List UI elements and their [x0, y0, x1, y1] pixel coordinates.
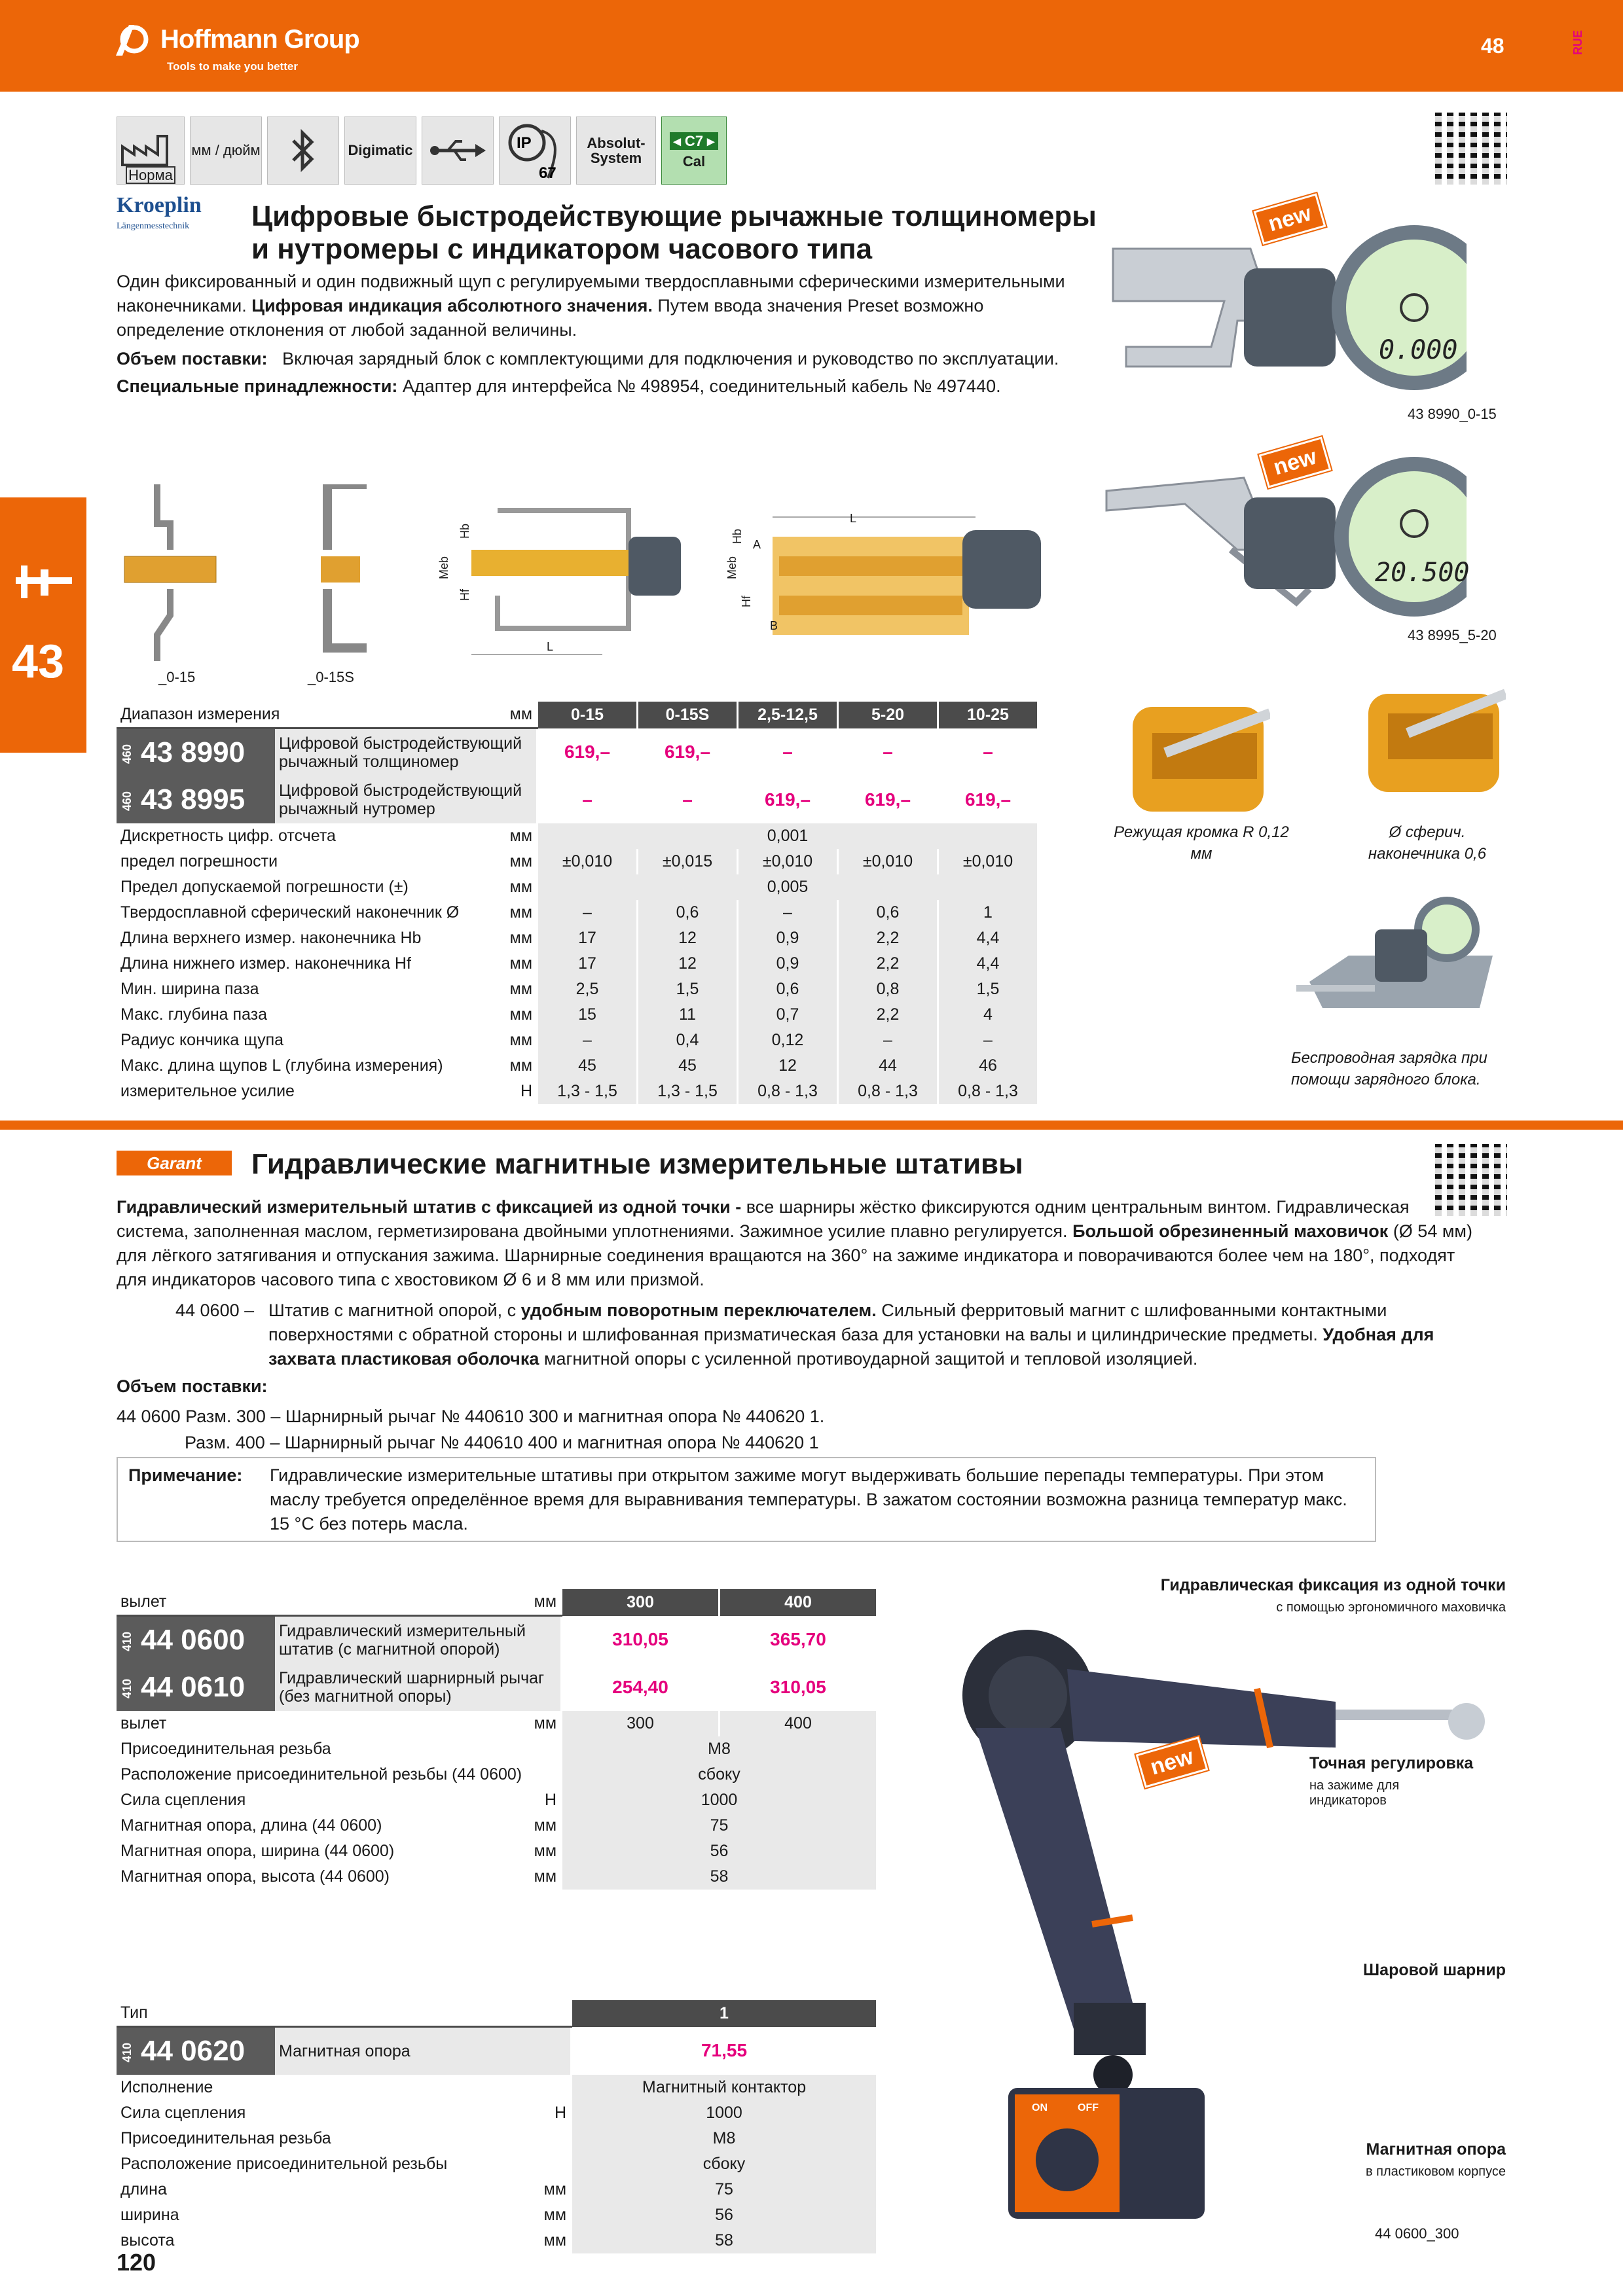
- spec-value: 300: [562, 1711, 720, 1736]
- spec-row: [117, 1813, 876, 1839]
- spec-value: 2,2: [838, 951, 938, 977]
- cutting-edge-detail-image: [1126, 681, 1270, 818]
- spec-row: [117, 823, 1037, 849]
- dimension-hf: Hf: [458, 589, 471, 601]
- spec-label: предел погрешности: [120, 852, 278, 870]
- new-badge: new: [1136, 1736, 1209, 1788]
- footer-page-number: 120: [117, 2249, 156, 2276]
- spec-value: M8: [572, 2126, 877, 2151]
- note-text: Гидравлические измерительные штативы при открытом зажиме могут выдерживать большие перепады температуры. При этом маслу требуется определённое время для выравнивания температуры. В зажатом состоянии возможна разница температур макс. 15 °C без потерь масла.: [270, 1465, 1347, 1534]
- article-row: [117, 1664, 876, 1711]
- spec-label: Дискретность цифр. отсчета: [120, 827, 336, 845]
- table-header-label: вылет: [117, 1589, 526, 1616]
- article-number: 410 44 0610: [117, 1664, 275, 1711]
- spec-unit: мм: [509, 878, 532, 896]
- spec-unit: мм: [534, 1842, 556, 1860]
- gauge-display-value: 20.500: [1375, 558, 1470, 588]
- table-column-header: 10-25: [938, 702, 1038, 728]
- spec-unit: [536, 2151, 572, 2177]
- qr-code-icon[interactable]: [1435, 113, 1507, 185]
- spec-unit: [536, 2075, 572, 2100]
- dimension-hf: Hf: [740, 596, 753, 607]
- spec-value: 45: [538, 1053, 638, 1079]
- spec-value: 75: [572, 2177, 877, 2202]
- spec-label: Сила сцепления: [120, 2104, 246, 2122]
- spec-value: 44: [838, 1053, 938, 1079]
- spec-label: Магнитная опора, высота (44 0600): [120, 1867, 390, 1886]
- spec-value: 4,4: [938, 951, 1038, 977]
- spec-value: 58: [562, 1864, 877, 1890]
- spec-label: Присоединительная резьба: [120, 1740, 331, 1758]
- article-price: 71,55: [572, 2027, 877, 2075]
- spec-unit: мм: [543, 2180, 566, 2198]
- svg-text:67: 67: [539, 164, 556, 182]
- article-price: 619,–: [638, 728, 738, 777]
- article-price: 619,–: [538, 728, 638, 777]
- spec-unit: [526, 1736, 562, 1762]
- spec-value: 2,5: [538, 977, 638, 1002]
- article-description: Гидравлический шарнирный рычаг (без магнитной опоры): [275, 1664, 562, 1711]
- spec-value: 12: [738, 1053, 838, 1079]
- spec-label: измерительное усилие: [120, 1082, 295, 1100]
- usb-icon: [422, 117, 494, 185]
- spec-value: 0,8 - 1,3: [738, 1079, 838, 1104]
- article-number: 410 44 0620: [117, 2027, 275, 2075]
- spec-row: [117, 2228, 876, 2253]
- table-column-header: 5-20: [838, 702, 938, 728]
- table-header-row: [117, 1589, 876, 1616]
- spec-value: 4: [938, 1002, 1038, 1028]
- article-row: [117, 776, 1037, 823]
- spec-value: 0,9: [738, 925, 838, 951]
- spec-value: ±0,010: [538, 849, 638, 874]
- new-badge: new: [1259, 437, 1332, 488]
- dimension-meb: Meb: [725, 556, 739, 580]
- spec-label: Макс. длина щупов L (глубина измерения): [120, 1056, 443, 1075]
- spec-unit: Н: [544, 1791, 556, 1809]
- spec-label: Длина верхнего измер. наконечника Hb: [120, 929, 422, 947]
- spec-unit: мм: [509, 1031, 532, 1049]
- spec-value: 0,7: [738, 1002, 838, 1028]
- spec-label: вылет: [120, 1714, 167, 1732]
- spec-value: –: [538, 1028, 638, 1053]
- spec-value: 0,8: [838, 977, 938, 1002]
- spec-label: Длина нижнего измер. наконечника Hf: [120, 954, 411, 973]
- spec-value: 17: [538, 951, 638, 977]
- spec-unit: Н: [554, 2104, 566, 2122]
- article-description: Магнитная опора: [275, 2027, 572, 2075]
- spec-value: 0,4: [638, 1028, 738, 1053]
- spec-value: 12: [638, 925, 738, 951]
- sphere-tip-detail-image: [1362, 668, 1506, 798]
- article-price: 310,05: [562, 1616, 720, 1664]
- spec-value: 75: [562, 1813, 877, 1839]
- spec-value: 12: [638, 951, 738, 977]
- article-price: –: [938, 728, 1038, 777]
- spec-row: [117, 900, 1037, 925]
- spec-value: Магнитный контактор: [572, 2075, 877, 2100]
- spec-table-calipers: [117, 702, 1037, 1104]
- calibration-icon: [661, 117, 727, 185]
- spec-value: 1,5: [638, 977, 738, 1002]
- spec-row: [117, 951, 1037, 977]
- spec-value: 46: [938, 1053, 1038, 1079]
- new-badge: new: [1254, 193, 1326, 245]
- tip-caption: _0-15: [158, 669, 196, 685]
- spec-unit: мм: [543, 2231, 566, 2250]
- article-price: –: [638, 776, 738, 823]
- dimension-a: A: [753, 538, 761, 551]
- scope-line: 44 0600 Разм. 300 – Шарнирный рычаг № 440610 300 и магнитная опора № 440620 1.: [117, 1407, 825, 1426]
- spec-value: 45: [638, 1053, 738, 1079]
- dimension-meb: Meb: [437, 556, 450, 580]
- section-title: Гидравлические магнитные измерительные штативы: [251, 1148, 1023, 1180]
- brand-logo-text: Hoffmann Group: [160, 25, 359, 54]
- spec-value: ±0,010: [738, 849, 838, 874]
- spec-label: длина: [120, 2180, 167, 2198]
- spec-value: 400: [720, 1711, 877, 1736]
- callout-fine-adjustment: Точная регулировка на зажиме для индикаторов: [1309, 1754, 1474, 1808]
- table-column-header: 400: [720, 1589, 877, 1616]
- special-accessories: Специальные принадлежности: Адаптер для интерфейса № 498954, соединительный кабель № 497440.: [117, 376, 1001, 396]
- article-price: 619,–: [738, 776, 838, 823]
- article-price: –: [838, 728, 938, 777]
- spec-value: 11: [638, 1002, 738, 1028]
- table-header-unit: мм: [502, 702, 538, 728]
- digimatic-label: Digimatic: [348, 142, 413, 159]
- spec-value: ±0,010: [838, 849, 938, 874]
- article-description: Цифровой быстродействующий рычажный нутромер: [275, 776, 538, 823]
- factory-icon: [117, 117, 185, 185]
- bore-gauge-dimension-diagram: [714, 504, 1041, 661]
- spec-unit: мм: [509, 903, 532, 922]
- article-price: 619,–: [838, 776, 938, 823]
- spec-value: ±0,010: [938, 849, 1038, 874]
- table-header-unit: мм: [526, 1589, 562, 1616]
- article-row: [117, 1616, 876, 1664]
- article-ref: 44 0600 –: [175, 1300, 255, 1320]
- spec-value: 0,6: [838, 900, 938, 925]
- spec-table-magnet-base: [117, 2000, 876, 2253]
- chapter-number: 43: [12, 636, 65, 688]
- product-description: Один фиксированный и один подвижный щуп с регулируемыми твердосплавными сферическими измерительными наконечниками. Цифровая индикация абсолютного значения. Путем ввода значения Preset возможно определение отклонения от любой заданной величины.: [117, 272, 1065, 340]
- table-column-header: 2,5-12,5: [738, 702, 838, 728]
- table-header-unit: [536, 2000, 572, 2027]
- table-header-label: Диапазон измерения: [117, 702, 502, 728]
- spec-value: 2,2: [838, 1002, 938, 1028]
- bluetooth-icon: [267, 117, 339, 185]
- article-number: 410 44 0600: [117, 1616, 275, 1664]
- detail-caption: Режущая кромка R 0,12 мм: [1114, 823, 1289, 863]
- switch-on-label: ON: [1032, 2102, 1048, 2113]
- spec-row: [117, 1839, 876, 1864]
- dimension-l: L: [547, 640, 554, 653]
- section-divider: [0, 1121, 1623, 1130]
- spec-unit: мм: [543, 2206, 566, 2224]
- spec-value: 17: [538, 925, 638, 951]
- spec-row: [117, 1079, 1037, 1104]
- spec-value: 1,5: [938, 977, 1038, 1002]
- spec-value: 0,001: [538, 823, 1038, 849]
- article-row: [117, 2027, 876, 2075]
- spec-value: 2,2: [838, 925, 938, 951]
- tip-0-15s-sketch: [301, 484, 406, 661]
- kroeplin-logo: Kroeplin Längenmesstechnik: [117, 193, 202, 231]
- spec-value: ±0,015: [638, 849, 738, 874]
- article-price: 365,70: [720, 1616, 877, 1664]
- table-column-header: 0-15S: [638, 702, 738, 728]
- spec-row: [117, 977, 1037, 1002]
- article-description: Цифровой быстродействующий рычажный толщиномер: [275, 728, 538, 777]
- dimension-b: B: [770, 619, 778, 632]
- spec-value: –: [538, 900, 638, 925]
- table-column-header: 1: [572, 2000, 877, 2027]
- spec-unit: мм: [509, 852, 532, 870]
- absolute-system-icon: [576, 117, 656, 185]
- svg-text:IP: IP: [517, 134, 532, 152]
- calibration-cal: Cal: [682, 153, 706, 170]
- spec-table-stands: [117, 1589, 876, 1890]
- spec-unit: мм: [509, 954, 532, 973]
- spec-value: 0,005: [538, 874, 1038, 900]
- spec-label: ширина: [120, 2206, 179, 2224]
- dimension-hb: Hb: [731, 529, 744, 545]
- chapter-tab: [0, 497, 86, 753]
- dimension-hb: Hb: [458, 524, 471, 539]
- image-caption: 43 8990_0-15: [1408, 406, 1497, 422]
- digimatic-icon: [344, 117, 416, 185]
- product-title: Цифровые быстродействующие рычажные толщиномеры и нутромеры с индикатором часового типа: [251, 200, 1097, 265]
- spec-value: –: [738, 900, 838, 925]
- spec-label: Присоединительная резьба: [120, 2129, 331, 2147]
- gauge-display-value: 0.000: [1379, 335, 1458, 365]
- tip-0-15-sketch: [118, 484, 223, 661]
- spec-value: 0,12: [738, 1028, 838, 1053]
- article-price: –: [538, 776, 638, 823]
- caliper-icon: [14, 563, 73, 602]
- spec-unit: мм: [509, 827, 532, 845]
- spec-row: [117, 2100, 876, 2126]
- spec-label: высота: [120, 2231, 175, 2250]
- table-header-row: [117, 702, 1037, 728]
- catalog-page-number: 48: [1481, 34, 1504, 58]
- spec-value: сбоку: [562, 1762, 877, 1787]
- stand-description: Гидравлический измерительный штатив с фиксацией из одной точки - все шарниры жёстко фиксируются одним центральным винтом. Гидравлическая система, заполненная маслом, герметизирована двойными уплотнениями. Зажимное усилие плавно регулируется. Большой обрезиненный маховичок (Ø 54 мм) для лёгкого затягивания и отпускания зажима. Шарнирные соединения вращаются на 360° на зажиме индикатора и поворачиваются более чем на 180°, подходят для индикаторов часового типа с хвостовиком Ø 6 и 8 мм или призмой.: [117, 1197, 1472, 1289]
- callout-magnet-base: Магнитная опора в пластиковом корпусе: [1365, 2140, 1506, 2179]
- switch-off-label: OFF: [1078, 2102, 1099, 2113]
- spec-value: 0,6: [738, 977, 838, 1002]
- units-icon: [190, 117, 262, 185]
- callout-one-point-lock: Гидравлическая фиксация из одной точки с помощью эргономичного маховичка: [1160, 1576, 1506, 1615]
- spec-value: 0,6: [638, 900, 738, 925]
- stand-magnet-description: Штатив с магнитной опорой, с удобным поворотным переключателем. Сильный ферритовый магнит с шлифованными контактными поверхностями с обратной стороны и шлифованная призматическая база для установки на валы и цилиндрические предметы. Удобная для захвата пластиковая оболочка магнитной опоры с усиленной противоударной защитой и тепловой изоляцией.: [268, 1300, 1434, 1369]
- article-number: 460 43 8995: [117, 776, 275, 823]
- garant-logo: Garant: [117, 1151, 232, 1175]
- article-price: 254,40: [562, 1664, 720, 1711]
- spec-unit: мм: [534, 1867, 556, 1886]
- factory-icon-label: Норма: [126, 166, 175, 184]
- spec-row: [117, 2202, 876, 2228]
- ip-icon: [499, 117, 571, 185]
- spec-label: Сила сцепления: [120, 1791, 246, 1809]
- article-price: 310,05: [720, 1664, 877, 1711]
- dimension-l: L: [850, 512, 857, 525]
- spec-unit: Н: [520, 1082, 532, 1100]
- spec-row: [117, 1864, 876, 1890]
- units-icon-label: мм / дюйм: [191, 142, 261, 159]
- spec-unit: мм: [509, 929, 532, 947]
- spec-unit: мм: [534, 1816, 556, 1835]
- spec-unit: мм: [509, 1005, 532, 1024]
- spec-row: [117, 1736, 876, 1762]
- spec-row: [117, 2126, 876, 2151]
- spec-label: Расположение присоединительной резьбы: [120, 2155, 448, 2173]
- detail-caption: Ø сферич. наконечника 0,6: [1368, 823, 1487, 863]
- spec-value: 56: [562, 1839, 877, 1864]
- spec-value: 1: [938, 900, 1038, 925]
- spec-unit: мм: [509, 980, 532, 998]
- spec-row: [117, 1002, 1037, 1028]
- spec-value: 1000: [562, 1787, 877, 1813]
- note-label: Примечание:: [128, 1465, 243, 1485]
- absolute-system-label: Absolut-System: [587, 134, 646, 166]
- spec-row: [117, 1028, 1037, 1053]
- hoffmann-logo-icon: [115, 20, 167, 59]
- article-row: [117, 728, 1037, 777]
- spec-value: 56: [572, 2202, 877, 2228]
- spec-unit: мм: [534, 1714, 556, 1732]
- tip-caption: _0-15S: [308, 669, 354, 685]
- article-price: 619,–: [938, 776, 1038, 823]
- spec-row: [117, 1787, 876, 1813]
- spec-unit: [526, 1762, 562, 1787]
- table-column-header: 300: [562, 1589, 720, 1616]
- charger-caption: Беспроводная зарядка при помощи зарядного блока.: [1291, 1049, 1487, 1088]
- spec-value: 1,3 - 1,5: [638, 1079, 738, 1104]
- spec-value: 1000: [572, 2100, 877, 2126]
- spec-label: Магнитная опора, длина (44 0600): [120, 1816, 382, 1835]
- spec-label: Предел допускаемой погрешности (±): [120, 878, 409, 896]
- spec-value: сбоку: [572, 2151, 877, 2177]
- table-header-row: [117, 2000, 876, 2027]
- scope-label: Объем поставки:: [117, 1376, 268, 1396]
- image-caption: 44 0600_300: [1375, 2225, 1459, 2242]
- spec-row: [117, 1762, 876, 1787]
- image-caption: 43 8995_5-20: [1408, 627, 1497, 643]
- spec-label: Магнитная опора, ширина (44 0600): [120, 1842, 395, 1860]
- article-number: 460 43 8990: [117, 728, 275, 777]
- spec-value: 0,9: [738, 951, 838, 977]
- spec-row: [117, 1711, 876, 1736]
- spec-row: [117, 2151, 876, 2177]
- spec-label: Исполнение: [120, 2078, 213, 2096]
- table-header-label: Тип: [117, 2000, 536, 2027]
- spec-row: [117, 1053, 1037, 1079]
- table-column-header: 0-15: [538, 702, 638, 728]
- spec-value: 58: [572, 2228, 877, 2253]
- charging-unit-image: [1296, 890, 1506, 1028]
- spec-unit: мм: [509, 1056, 532, 1075]
- spec-value: M8: [562, 1736, 877, 1762]
- spec-label: Радиус кончика щупа: [120, 1031, 284, 1049]
- article-price: –: [738, 728, 838, 777]
- article-description: Гидравлический измерительный штатив (с магнитной опорой): [275, 1616, 562, 1664]
- spec-row: [117, 874, 1037, 900]
- spec-row: [117, 2177, 876, 2202]
- spec-value: 15: [538, 1002, 638, 1028]
- language-code: RUE: [1571, 30, 1584, 56]
- spec-value: 0,8 - 1,3: [838, 1079, 938, 1104]
- spec-value: 4,4: [938, 925, 1038, 951]
- calibration-class: ◂ C7 ▸: [670, 132, 718, 150]
- scope-of-delivery: Объем поставки: Включая зарядный блок с комплектующими для подключения и руководство по эксплуатации.: [117, 349, 1059, 368]
- spec-label: Расположение присоединительной резьбы (44 0600): [120, 1765, 522, 1784]
- spec-row: [117, 849, 1037, 874]
- spec-label: Макс. глубина паза: [120, 1005, 268, 1024]
- spec-value: –: [938, 1028, 1038, 1053]
- callout-ball-joint: Шаровой шарнир: [1363, 1961, 1506, 1979]
- spec-value: –: [838, 1028, 938, 1053]
- spec-label: Твердосплавной сферический наконечник Ø: [120, 903, 460, 922]
- spec-unit: [536, 2126, 572, 2151]
- spec-label: Мин. ширина паза: [120, 980, 259, 998]
- scope-line: Разм. 400 – Шарнирный рычаг № 440610 400 и магнитная опора № 440620 1: [185, 1433, 819, 1452]
- spec-value: 1,3 - 1,5: [538, 1079, 638, 1104]
- spec-row: [117, 2075, 876, 2100]
- spec-value: 0,8 - 1,3: [938, 1079, 1038, 1104]
- spec-row: [117, 925, 1037, 951]
- brand-tagline: Tools to make you better: [167, 60, 298, 73]
